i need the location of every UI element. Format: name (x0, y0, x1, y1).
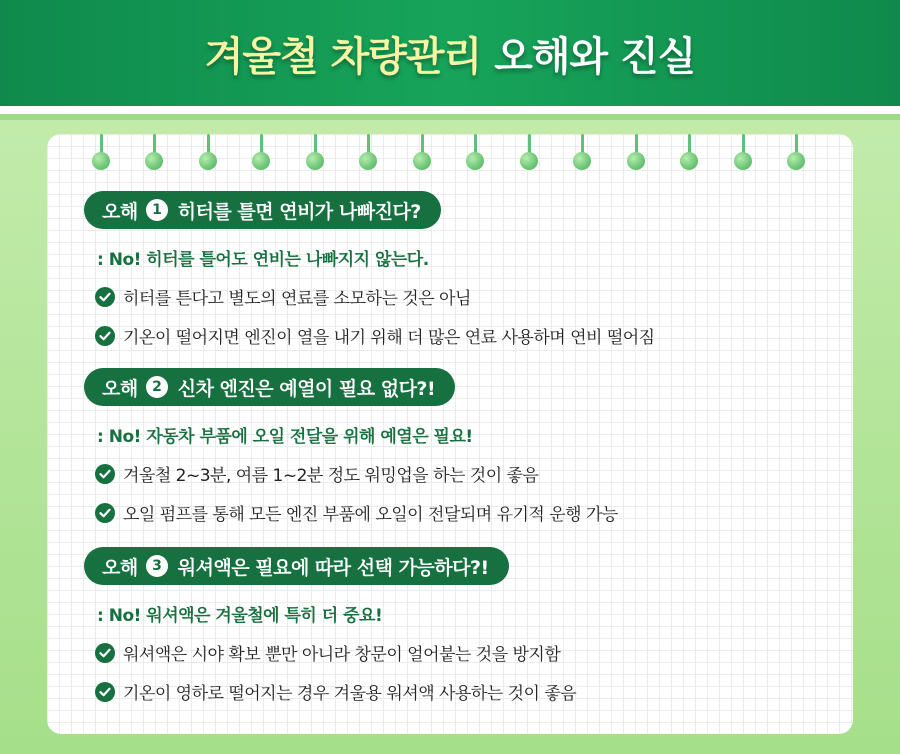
list-item (95, 461, 618, 486)
item-text: 히터를 튼다고 별도의 연료를 소모하는 것은 아님 (123, 289, 471, 309)
truth-answer: : No! 자동차 부품에 오일 전달을 위해 예열은 필요! (97, 427, 473, 447)
number-badge: 1 (146, 199, 168, 221)
title-part1: 겨울철 차량관리 (204, 33, 482, 80)
ring-icon (199, 134, 217, 174)
list-item (95, 640, 576, 665)
ring-icon (92, 134, 110, 174)
ring-icon (787, 134, 805, 174)
header-divider (0, 106, 900, 114)
ring-icon (413, 134, 431, 174)
check-icon (95, 326, 115, 346)
truth-answer: : No! 워셔액은 겨울철에 특히 더 중요! (97, 606, 383, 626)
ring-icon (306, 134, 324, 174)
truth-answer: : No! 히터를 틀어도 연비는 나빠지지 않는다. (97, 250, 429, 270)
page-title (205, 25, 695, 82)
list-item (95, 500, 618, 525)
myth-heading (84, 368, 455, 406)
myth-label: 오해 (102, 377, 138, 400)
ring-icon (627, 134, 645, 174)
ring-icon (466, 134, 484, 174)
item-text: 오일 펌프를 통해 모든 엔진 부품에 오일이 전달되며 유기적 운행 가능 (123, 505, 618, 525)
item-text: 기온이 영하로 떨어지는 경우 겨울용 워셔액 사용하는 것이 좋음 (123, 684, 577, 704)
check-icon (95, 464, 115, 484)
check-icon (95, 643, 115, 663)
myth-text: 워셔액은 필요에 따라 선택 가능하다?! (177, 556, 489, 579)
myth-label: 오해 (102, 556, 138, 579)
header-banner (0, 0, 900, 106)
myth-text: 신차 엔진은 예열이 필요 없다?! (177, 377, 436, 400)
myth-section-2 (84, 368, 618, 525)
ring-icon (520, 134, 538, 174)
number-badge: 3 (146, 555, 168, 577)
spiral-rings (47, 134, 853, 174)
item-text: 겨울철 2~3분, 여름 1~2분 정도 워밍업을 하는 것이 좋음 (123, 466, 539, 486)
header-divider-shadow (0, 114, 900, 120)
number-badge: 2 (146, 376, 168, 398)
list-item (95, 323, 655, 348)
myth-heading (84, 547, 509, 585)
check-icon (95, 682, 115, 702)
ring-icon (359, 134, 377, 174)
ring-icon (680, 134, 698, 174)
list-item (95, 679, 576, 704)
myth-section-1 (84, 191, 655, 348)
myth-label: 오해 (102, 200, 138, 223)
notepad-card (47, 134, 853, 734)
myth-text: 히터를 틀면 연비가 나빠진다? (177, 200, 421, 223)
check-icon (95, 503, 115, 523)
ring-icon (252, 134, 270, 174)
ring-icon (573, 134, 591, 174)
myth-heading (84, 191, 441, 229)
item-text: 워셔액은 시야 확보 뿐만 아니라 창문이 얼어붙는 것을 방지함 (123, 645, 561, 665)
item-text: 기온이 떨어지면 엔진이 열을 내기 위해 더 많은 연료 사용하며 연비 떨어짐 (123, 328, 655, 348)
ring-icon (734, 134, 752, 174)
title-part2: 오해와 진실 (494, 33, 696, 80)
ring-icon (145, 134, 163, 174)
myth-section-3 (84, 547, 576, 704)
check-icon (95, 287, 115, 307)
list-item (95, 284, 655, 309)
